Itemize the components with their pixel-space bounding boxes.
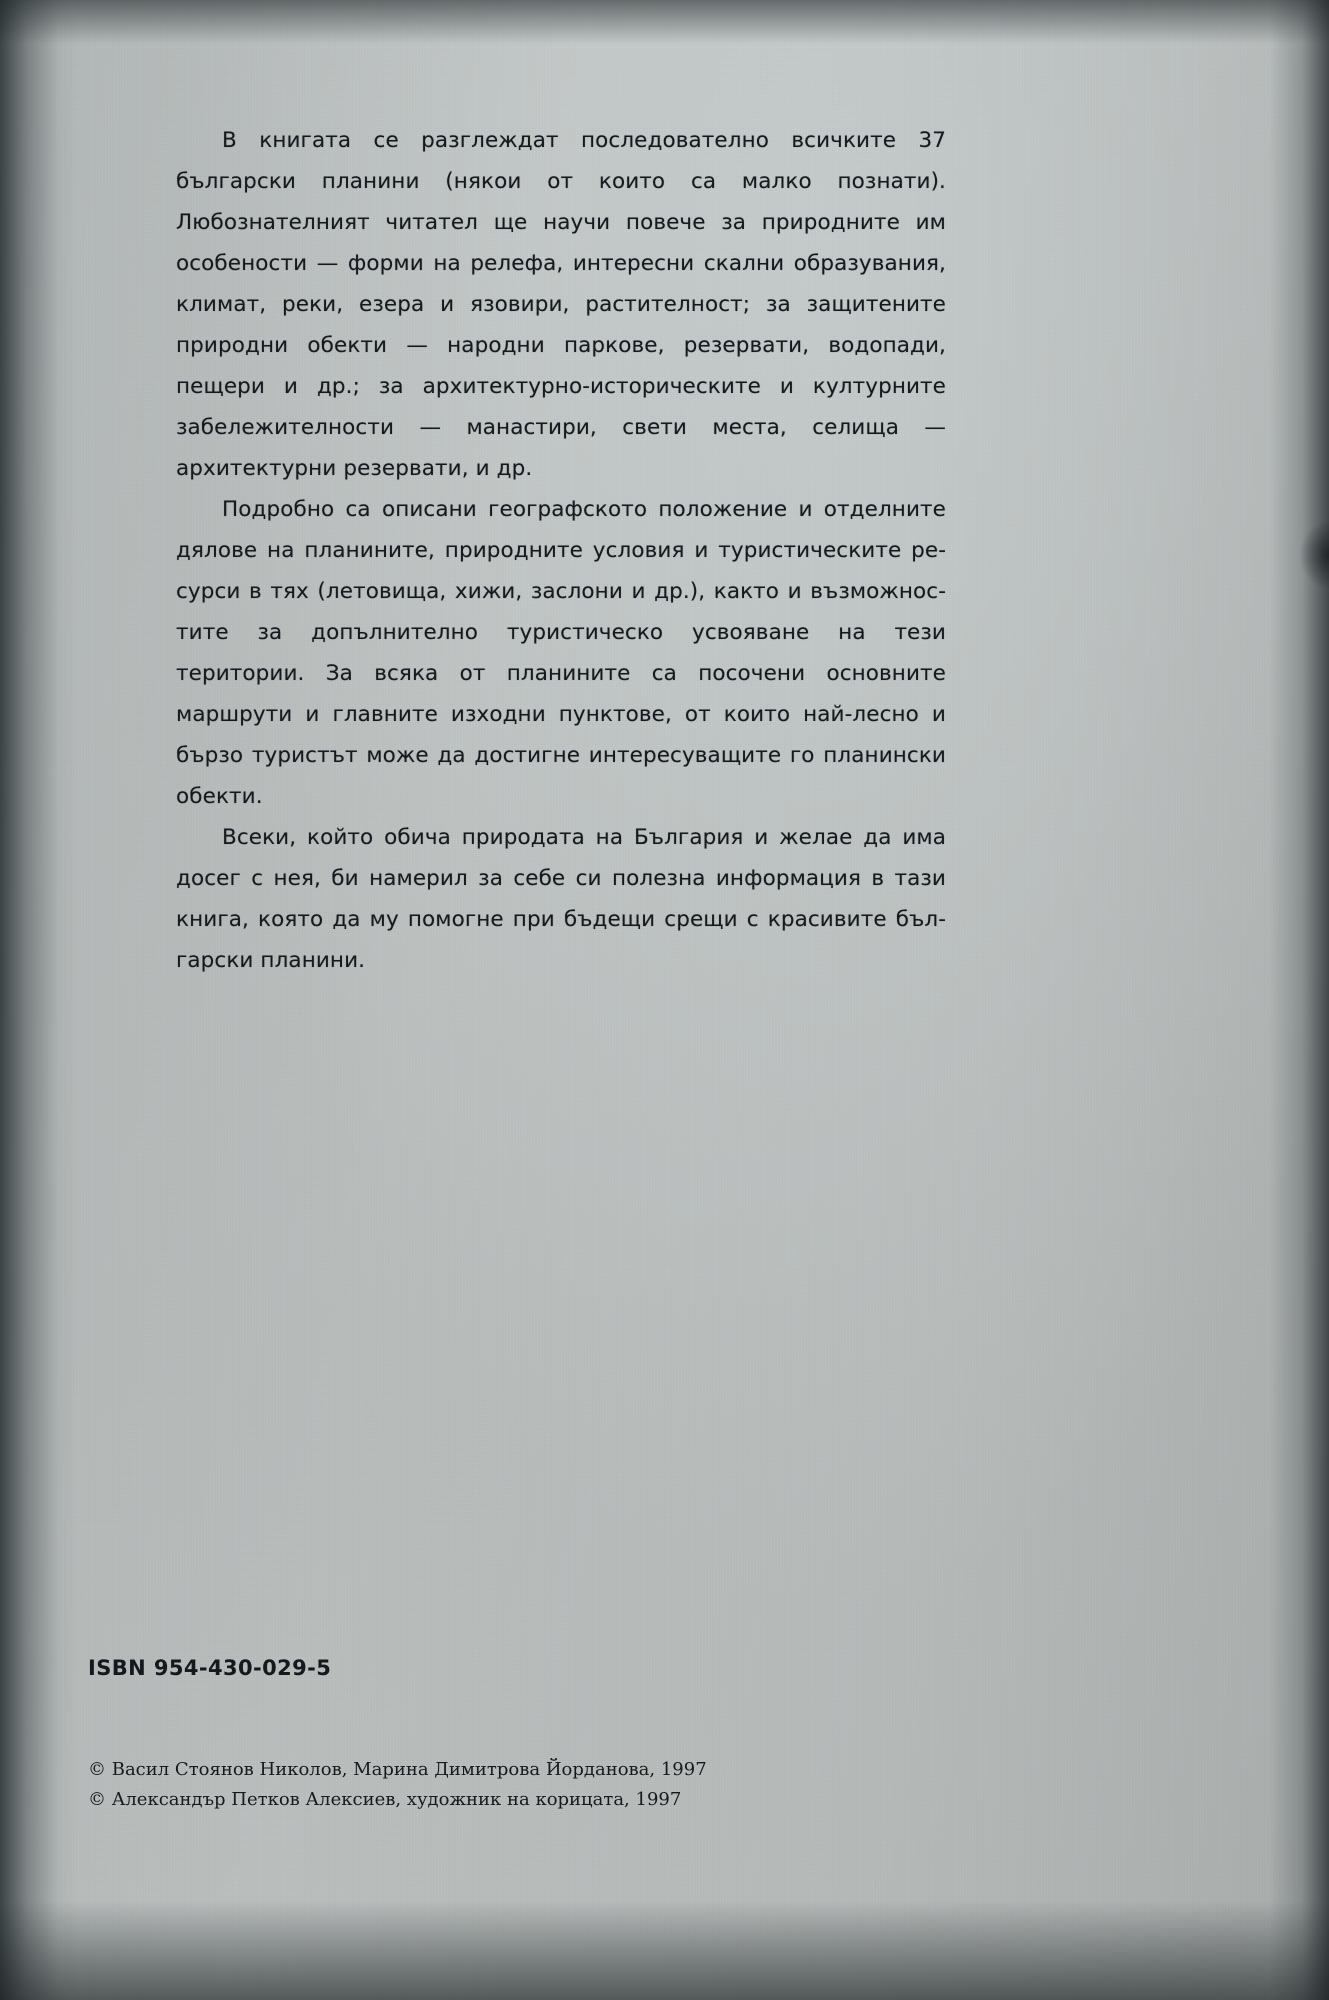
bottom-edge-shadow <box>0 1900 1329 2000</box>
blurb-paragraph-1: В книгата се разглеждат последователно всичките 37 български планини (някои от които са малко познати). Любознателният читател ще научи повече за природните им особености — форми на релефа, интересни скални образувания, климат, реки, езера и язовири, растителност; за защитените природни обекти — народни паркове, резервати, водопади, пещери и др.; за архитектурно-историческите и културните забележителности — манастири, свети места, селища — архитектурни резервати, и др. <box>176 128 946 481</box>
right-edge-notch <box>1299 520 1329 590</box>
blurb-paragraph-3: Всеки, който обича природата на България и желае да има досег с нея, би намерил за себе си полезна информация в тази книга, която да му помогне при бъдещи срещи с красивите български планини. <box>176 825 946 973</box>
blurb-paragraph-2: Подробно са описани географското положение и отделните дялове на планините, природните условия и туристическите ресурси в тях (летовища, хижи, заслони и др.), както и възможностите за допълнително туристическо усвояване на тези територии. За всяка от планините са посочени основните маршрути и главните изходни пунктове, от които най-лесно и бързо туристът може да достигне интересуващите го планински обекти. <box>176 497 946 809</box>
left-edge-shadow <box>0 0 78 2000</box>
top-edge-shadow <box>0 0 1329 44</box>
blurb-text-block <box>176 120 946 981</box>
copyright-line-cover-artist: © Александър Петков Алексиев, художник на корицата, 1997 <box>88 1789 682 1810</box>
copyright-block <box>88 1755 707 1815</box>
copyright-line-authors: © Васил Стоянов Николов, Марина Димитрова Йорданова, 1997 <box>88 1759 707 1780</box>
right-edge-shadow <box>1269 0 1329 2000</box>
isbn-label: ISBN 954-430-029-5 <box>88 1656 332 1680</box>
